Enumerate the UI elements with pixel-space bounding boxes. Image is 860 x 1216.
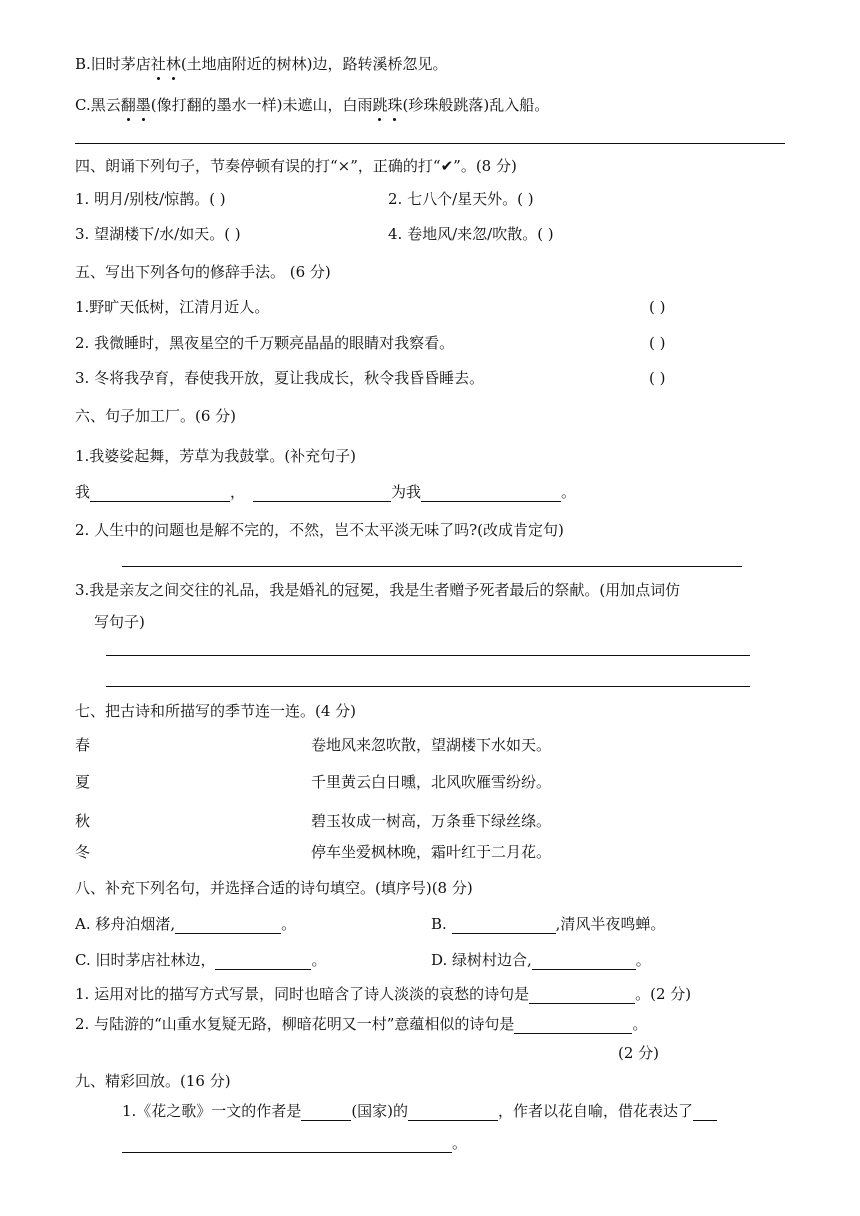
section-5-item-2: 2. 我微睡时，黑夜星空的千万颗亮晶晶的眼睛对我察看。 (75, 334, 455, 352)
section-4-item-2: 2. 七八个/星天外。( ) (388, 190, 534, 208)
fill-blank[interactable] (301, 1104, 351, 1121)
option-c-line (75, 95, 549, 115)
fill-blank[interactable] (215, 953, 311, 970)
section-4-title: 四、朗诵下列句子，节奏停顿有误的打“×”，正确的打“✔”。(8 分) (75, 157, 517, 175)
section-6-title: 六、句子加工厂。(6 分) (75, 407, 237, 425)
section-4-item-3: 3. 望湖楼下/水/如天。( ) (75, 225, 241, 243)
dotted-char: 翻 (120, 96, 136, 114)
option-c-text: (珍珠般跳落)乱入船。 (402, 96, 550, 114)
option-b-line (75, 54, 448, 74)
section-4-item-4: 4. 卷地风/来忽/吹散。( ) (388, 225, 554, 243)
question-text: (国家)的 (351, 1102, 409, 1120)
section-7-title: 七、把古诗和所描写的季节连一连。(4 分) (75, 702, 357, 720)
answer-paren: ( ) (649, 298, 666, 316)
section-8-option-b (431, 914, 665, 934)
section-5-title: 五、写出下列各句的修辞手法。 (6 分) (75, 263, 331, 281)
section-6-q1: 1.我婆娑起舞，芳草为我鼓掌。(补充句子) (75, 447, 357, 465)
fill-blank[interactable] (253, 485, 391, 502)
option-text: A. 移舟泊烟渚, (75, 915, 176, 933)
poem-1[interactable]: 卷地风来忽吹散，望湖楼下水如天。 (311, 736, 552, 754)
fill-text: ， (230, 483, 246, 501)
fill-text: 。 (561, 483, 577, 501)
fill-blank[interactable] (529, 987, 635, 1004)
section-9-q1-cont (122, 1133, 467, 1153)
section-8-option-c (75, 950, 327, 970)
section-8-title: 八、补充下列名句，并选择合适的诗句填空。(填序号)(8 分) (75, 879, 473, 897)
fill-blank[interactable] (90, 485, 230, 502)
dotted-char: 墨 (135, 96, 151, 114)
season-spring[interactable]: 春 (75, 736, 91, 754)
answer-line[interactable] (122, 566, 742, 567)
fill-blank[interactable] (408, 1104, 498, 1121)
poem-2[interactable]: 千里黄云白日曛，北风吹雁雪纷纷。 (311, 773, 552, 791)
fill-text: 我 (75, 483, 91, 501)
question-text: 1.《花之歌》一文的作者是 (122, 1102, 302, 1120)
question-text: 。 (632, 1015, 648, 1033)
option-text: 。 (281, 915, 297, 933)
option-text: C. 旧时茅店社林边， (75, 951, 216, 969)
fill-blank[interactable] (532, 953, 636, 970)
option-b-text: (土地庙附近的树林)边，路转溪桥忽见。 (180, 55, 448, 73)
fill-blank[interactable] (514, 1017, 632, 1034)
answer-line[interactable] (106, 686, 750, 687)
fill-blank[interactable] (452, 917, 556, 934)
answer-line[interactable] (106, 655, 750, 656)
section-8-option-d (431, 950, 651, 970)
option-text: D. 绿树村边合, (431, 951, 532, 969)
section-8-q2 (75, 1014, 647, 1034)
season-autumn[interactable]: 秋 (75, 812, 91, 830)
section-9-title: 九、精彩回放。(16 分) (75, 1072, 231, 1090)
fill-blank[interactable] (122, 1136, 452, 1153)
season-summer[interactable]: 夏 (75, 773, 91, 791)
option-c-text: (像打翻的墨水一样)未遮山，白雨 (150, 96, 373, 114)
fill-blank[interactable] (175, 917, 281, 934)
option-b-text: B.旧时茅店 (75, 55, 151, 73)
poem-3[interactable]: 碧玉妆成一树高，万条垂下绿丝绦。 (311, 812, 552, 830)
question-text: ，作者以花自喻，借花表达了 (498, 1102, 694, 1120)
fill-blank[interactable] (693, 1104, 717, 1121)
option-c-text: C.黑云 (75, 96, 121, 114)
fill-text: 为我 (391, 483, 422, 501)
answer-paren: ( ) (649, 334, 666, 352)
section-6-q2: 2. 人生中的问题也是解不完的，不然，岂不太平淡无味了吗?(改成肯定句) (75, 521, 564, 539)
question-text: 1. 运用对比的描写方式写景，同时也暗含了诗人淡淡的哀愁的诗句是 (75, 985, 530, 1003)
question-text: 2. 与陆游的“山重水复疑无路，柳暗花明又一村”意蕴相似的诗句是 (75, 1015, 515, 1033)
dotted-char: 跳 (372, 96, 388, 114)
dotted-char: 社 (150, 55, 166, 73)
section-8-q1 (75, 984, 691, 1004)
section-6-q1-fill (75, 482, 576, 502)
question-text: 。 (452, 1134, 468, 1152)
section-4-item-1: 1. 明月/别枝/惊鹊。( ) (75, 190, 226, 208)
section-9-q1 (122, 1101, 717, 1121)
section-5-item-1: 1.野旷天低树，江清月近人。 (75, 298, 270, 316)
section-8-option-a (75, 914, 296, 934)
dotted-char: 珠 (387, 96, 403, 114)
fill-blank[interactable] (421, 485, 561, 502)
option-text: 。 (635, 951, 651, 969)
answer-paren: ( ) (649, 369, 666, 387)
section-6-q3-cont: 写句子) (94, 613, 145, 631)
option-text: B. (431, 915, 452, 933)
poem-4[interactable]: 停车坐爱枫林晚，霜叶红于二月花。 (311, 843, 552, 861)
question-text: 。(2 分) (635, 985, 692, 1003)
section-divider (75, 143, 785, 144)
section-8-q2-score: (2 分) (618, 1044, 660, 1062)
dotted-char: 林 (165, 55, 181, 73)
option-text: ,清风半夜鸣蝉。 (555, 915, 666, 933)
section-6-q3: 3.我是亲友之间交往的礼品，我是婚礼的冠冕，我是生者赠予死者最后的祭献。(用加点词仿 (75, 581, 681, 599)
season-winter[interactable]: 冬 (75, 843, 91, 861)
section-5-item-3: 3. 冬将我孕育，春使我开放，夏让我成长，秋令我昏昏睡去。 (75, 369, 485, 387)
option-text: 。 (311, 951, 327, 969)
